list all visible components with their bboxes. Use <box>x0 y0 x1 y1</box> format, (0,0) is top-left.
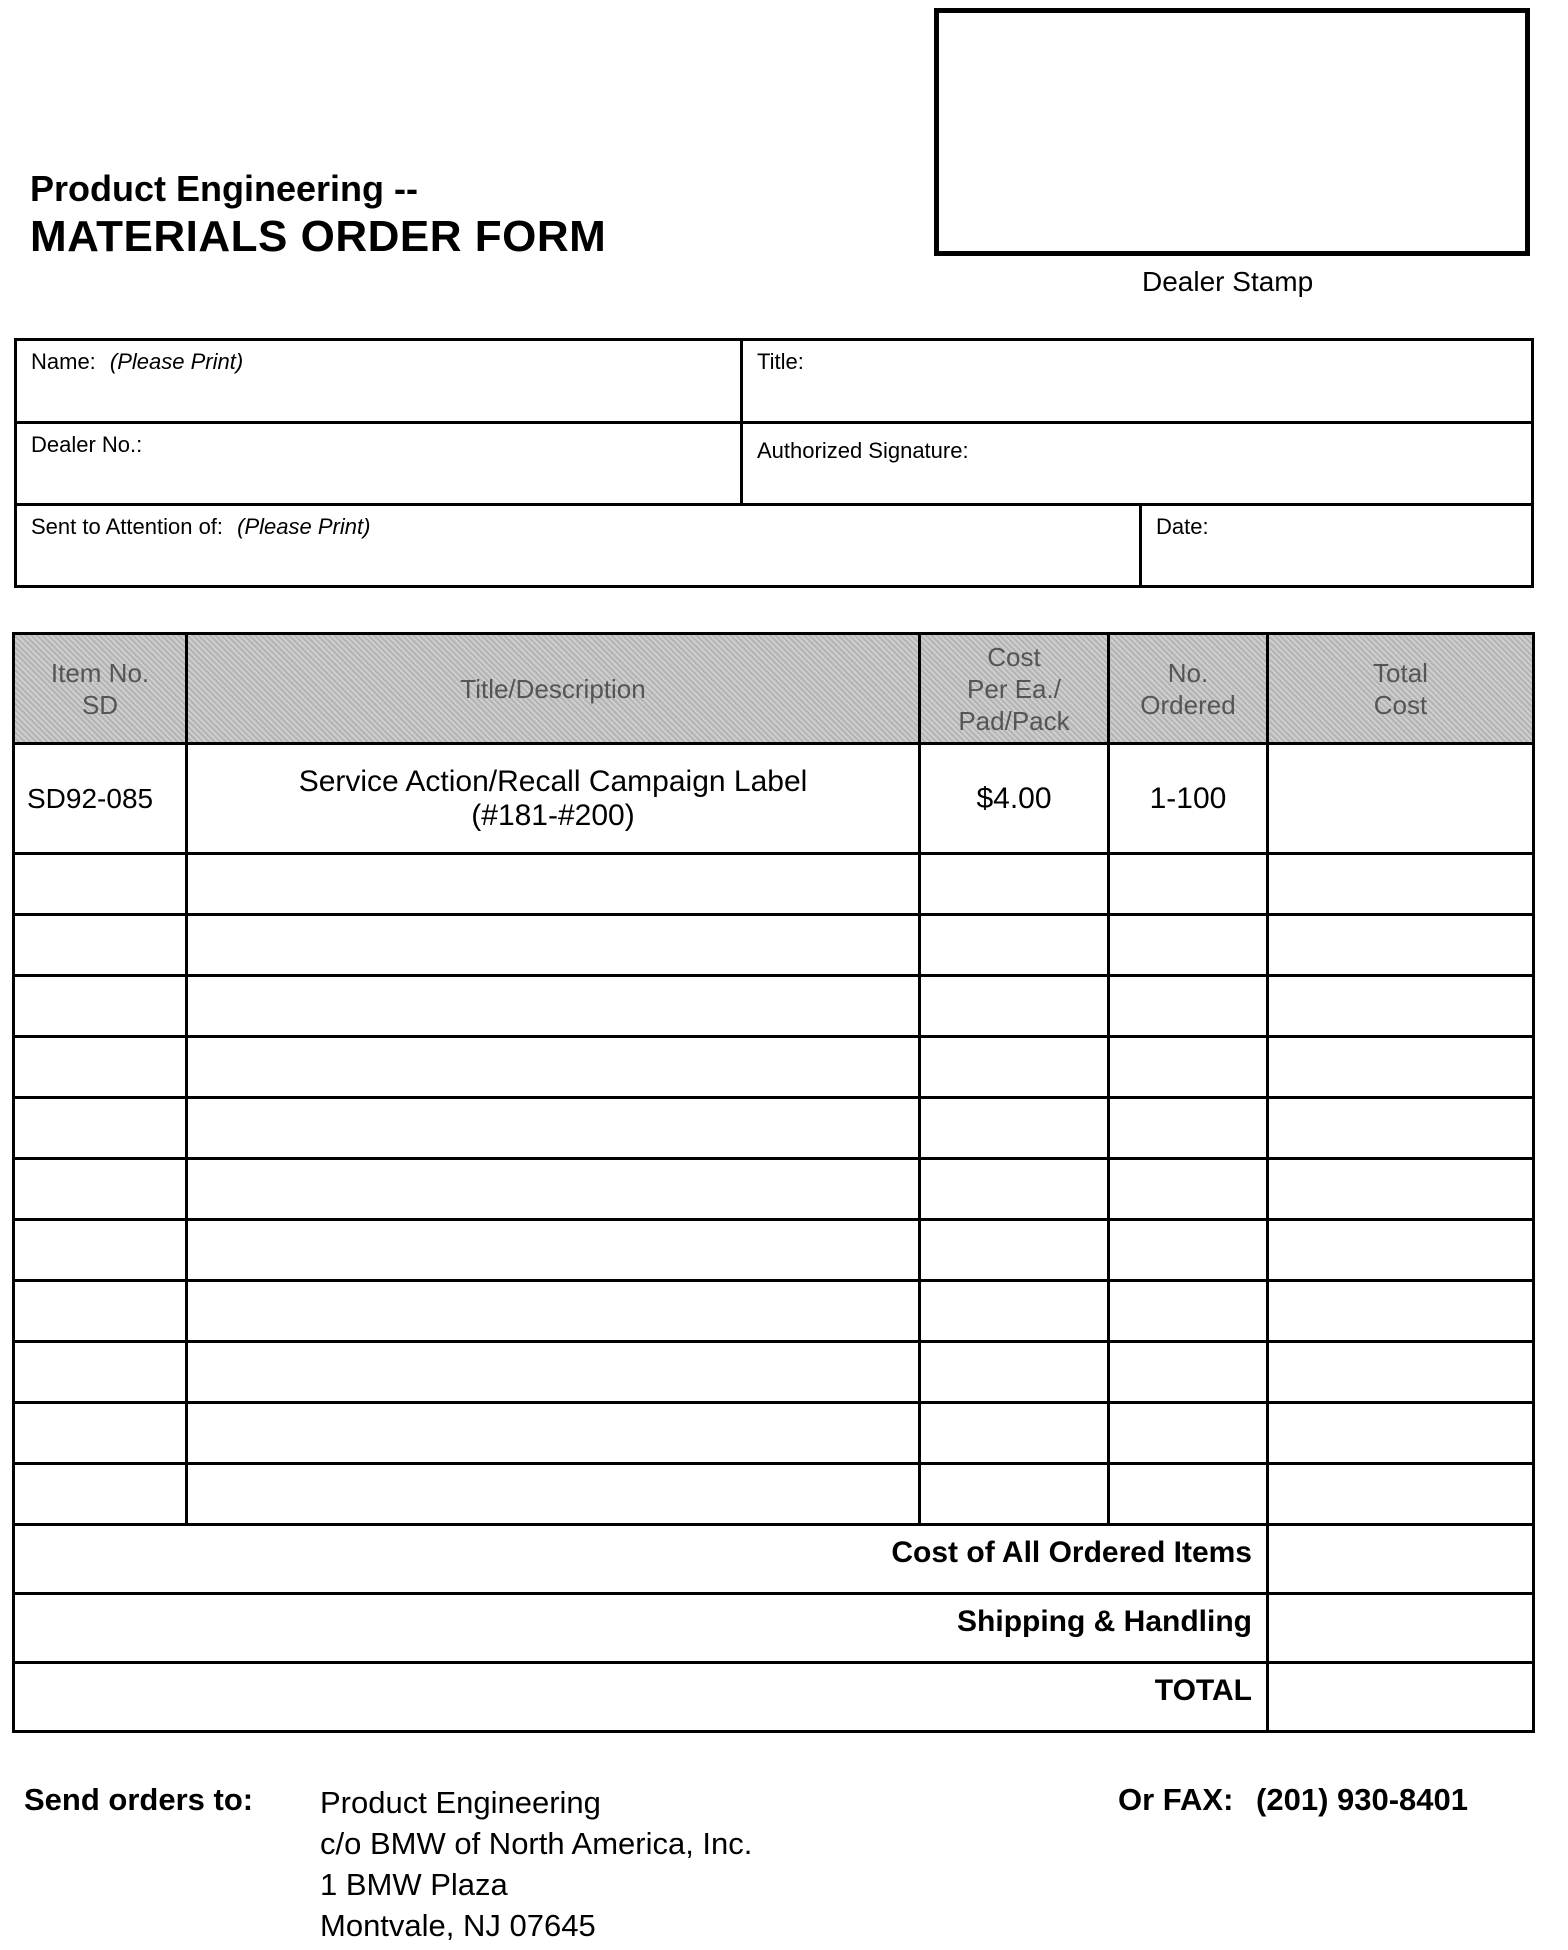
subtotal-value-cell[interactable] <box>1268 1525 1534 1594</box>
total-cell[interactable] <box>1268 744 1534 854</box>
cost-cell[interactable] <box>920 1342 1109 1403</box>
order-table <box>12 632 1535 1733</box>
total-cell[interactable] <box>1268 1098 1534 1159</box>
description-cell[interactable] <box>187 1281 920 1342</box>
total-cell[interactable] <box>1268 1220 1534 1281</box>
description-cell: Service Action/Recall Campaign Label (#181-#200) <box>187 744 920 854</box>
total-cell[interactable] <box>1268 1342 1534 1403</box>
table-row <box>14 1098 1534 1159</box>
item-no-cell[interactable] <box>14 1403 187 1464</box>
ordered-cell[interactable] <box>1109 1281 1268 1342</box>
item-no-cell[interactable] <box>14 1098 187 1159</box>
table-header-row <box>14 634 1534 744</box>
table-row <box>14 1403 1534 1464</box>
address-line: Montvale, NJ 07645 <box>320 1908 596 1943</box>
shipping-label: Shipping & Handling <box>14 1594 1268 1663</box>
total-cell[interactable] <box>1268 1037 1534 1098</box>
header-item-no: Item No. SD <box>14 634 187 744</box>
shipping-value-cell[interactable] <box>1268 1594 1534 1663</box>
item-no-cell[interactable] <box>14 1159 187 1220</box>
ordered-cell[interactable] <box>1109 976 1268 1037</box>
cost-cell[interactable] <box>920 915 1109 976</box>
total-cell[interactable] <box>1268 915 1534 976</box>
contact-info-box <box>14 338 1534 588</box>
summary-row-subtotal <box>14 1525 1534 1594</box>
description-cell[interactable] <box>187 854 920 915</box>
cost-cell: $4.00 <box>920 744 1109 854</box>
attention-hint: (Please Print) <box>237 514 371 539</box>
send-orders-label: Send orders to: <box>24 1782 254 1817</box>
summary-row-total <box>14 1663 1534 1732</box>
cost-cell[interactable] <box>920 1098 1109 1159</box>
dealer-no-label: Dealer No.: <box>31 432 143 457</box>
description-cell[interactable] <box>187 1220 920 1281</box>
date-field[interactable] <box>1142 506 1534 588</box>
dealer-no-field[interactable] <box>17 424 740 503</box>
signature-label: Authorized Signature: <box>757 438 969 463</box>
ordered-cell[interactable] <box>1109 1220 1268 1281</box>
ordered-cell[interactable] <box>1109 1403 1268 1464</box>
table-row <box>14 1342 1534 1403</box>
description-cell[interactable] <box>187 1403 920 1464</box>
subtotal-label: Cost of All Ordered Items <box>14 1525 1268 1594</box>
description-cell[interactable] <box>187 1342 920 1403</box>
ordered-cell[interactable] <box>1109 915 1268 976</box>
description-cell[interactable] <box>187 915 920 976</box>
form-subtitle: Product Engineering -- <box>30 168 419 209</box>
form-title: MATERIALS ORDER FORM <box>30 212 607 261</box>
fax-label: Or FAX: <box>1118 1782 1234 1817</box>
total-cell[interactable] <box>1268 1464 1534 1525</box>
total-cell[interactable] <box>1268 854 1534 915</box>
header-description: Title/Description <box>187 634 920 744</box>
header-no-ordered: No. Ordered <box>1109 634 1268 744</box>
signature-field[interactable] <box>743 424 1533 503</box>
ordered-cell[interactable] <box>1109 1464 1268 1525</box>
total-cell[interactable] <box>1268 1159 1534 1220</box>
ordered-cell[interactable] <box>1109 1037 1268 1098</box>
description-cell[interactable] <box>187 1159 920 1220</box>
header-total-cost: Total Cost <box>1268 634 1534 744</box>
attention-label: Sent to Attention of: <box>31 514 224 539</box>
name-field[interactable] <box>17 341 740 421</box>
item-no-cell[interactable] <box>14 1464 187 1525</box>
table-row <box>14 854 1534 915</box>
title-field[interactable] <box>743 341 1533 421</box>
item-no-cell[interactable] <box>14 1281 187 1342</box>
total-cell[interactable] <box>1268 976 1534 1037</box>
cost-cell[interactable] <box>920 976 1109 1037</box>
ordered-cell[interactable]: 1-100 <box>1109 744 1268 854</box>
item-no-cell[interactable] <box>14 1342 187 1403</box>
total-cell[interactable] <box>1268 1281 1534 1342</box>
item-no-cell[interactable] <box>14 915 187 976</box>
header-cost: Cost Per Ea./ Pad/Pack <box>920 634 1109 744</box>
summary-row-shipping <box>14 1594 1534 1663</box>
cost-cell[interactable] <box>920 1159 1109 1220</box>
description-cell[interactable] <box>187 976 920 1037</box>
table-row <box>14 744 1534 854</box>
cost-cell[interactable] <box>920 1403 1109 1464</box>
dealer-stamp-box <box>934 8 1530 256</box>
item-no-cell[interactable] <box>14 1037 187 1098</box>
address-line: 1 BMW Plaza <box>320 1867 508 1902</box>
table-row <box>14 915 1534 976</box>
table-row <box>14 1220 1534 1281</box>
dealer-stamp-label: Dealer Stamp <box>1142 266 1314 297</box>
item-no-cell[interactable] <box>14 1220 187 1281</box>
total-value-cell[interactable] <box>1268 1663 1534 1732</box>
total-label: TOTAL <box>14 1663 1268 1732</box>
cost-cell[interactable] <box>920 1220 1109 1281</box>
table-row <box>14 1037 1534 1098</box>
name-label: Name: <box>31 349 96 374</box>
fax-info <box>1118 1782 1468 1818</box>
cost-cell[interactable] <box>920 1281 1109 1342</box>
ordered-cell[interactable] <box>1109 1342 1268 1403</box>
attention-field[interactable] <box>17 506 1139 588</box>
table-row <box>14 1159 1534 1220</box>
description-cell[interactable] <box>187 1464 920 1525</box>
date-label: Date: <box>1156 514 1209 539</box>
address-line: Product Engineering <box>320 1785 601 1820</box>
name-hint: (Please Print) <box>109 349 244 374</box>
description-cell[interactable] <box>187 1098 920 1159</box>
item-no-cell[interactable] <box>14 854 187 915</box>
address-line: c/o BMW of North America, Inc. <box>320 1826 753 1861</box>
title-label: Title: <box>757 349 804 374</box>
table-row <box>14 1281 1534 1342</box>
fax-number: (201) 930-8401 <box>1256 1782 1469 1817</box>
item-no-cell[interactable] <box>14 976 187 1037</box>
ordered-cell[interactable] <box>1109 854 1268 915</box>
cost-cell[interactable] <box>920 1464 1109 1525</box>
total-cell[interactable] <box>1268 1403 1534 1464</box>
ordered-cell[interactable] <box>1109 1098 1268 1159</box>
item-no-cell: SD92-085 <box>14 744 187 854</box>
ordered-cell[interactable] <box>1109 1159 1268 1220</box>
mailing-address <box>320 1782 752 1946</box>
table-row <box>14 976 1534 1037</box>
cost-cell[interactable] <box>920 854 1109 915</box>
description-cell[interactable] <box>187 1037 920 1098</box>
cost-cell[interactable] <box>920 1037 1109 1098</box>
table-row <box>14 1464 1534 1525</box>
